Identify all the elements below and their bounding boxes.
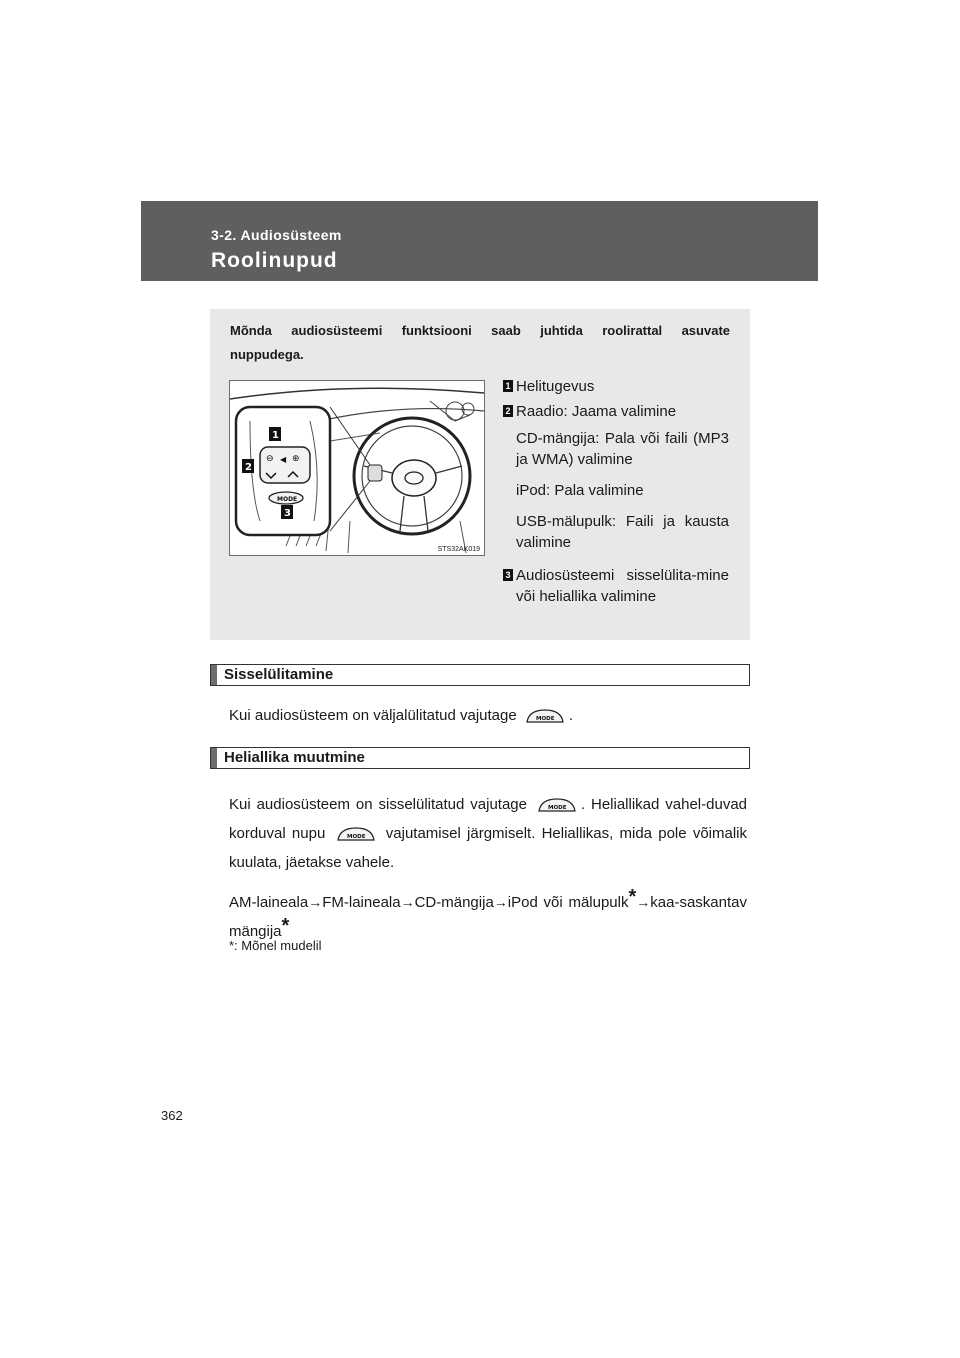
paragraph-text: . bbox=[568, 707, 574, 724]
callout-subline: USB-mälupulk: Faili ja kausta valimine bbox=[516, 513, 729, 551]
change-source-paragraph bbox=[229, 790, 747, 877]
heading-tab bbox=[211, 665, 217, 685]
steering-wheel-illustration bbox=[229, 380, 485, 556]
power-on-paragraph bbox=[229, 701, 747, 730]
callout-number-box: 2 bbox=[503, 405, 513, 417]
chapter-header bbox=[141, 201, 818, 281]
callout-subline: iPod: Pala valimine bbox=[516, 482, 644, 499]
callout-line: Raadio: Jaama valimine bbox=[516, 403, 677, 420]
callout-1 bbox=[503, 376, 729, 397]
figure-code: STS32AK019 bbox=[437, 546, 480, 553]
footnote-star: * bbox=[628, 886, 637, 908]
svg-text:2: 2 bbox=[245, 462, 252, 473]
paragraph-text: Kui audiosüsteem on sisselülitatud vajutage bbox=[229, 796, 527, 813]
callout-list bbox=[503, 376, 729, 607]
source-item: AM-laineala bbox=[229, 894, 309, 911]
arrow-icon: → bbox=[308, 894, 323, 910]
callout-number-box: 1 bbox=[503, 380, 513, 392]
arrow-icon: → bbox=[400, 894, 415, 910]
svg-text:⊕: ⊕ bbox=[292, 454, 300, 464]
svg-text:MODE: MODE bbox=[277, 496, 298, 503]
footnote-star: * bbox=[281, 915, 290, 937]
callout-line: Audiosüsteemi sisselülita-mine või heliallika valimine bbox=[516, 567, 729, 605]
source-item: FM-laineala bbox=[322, 894, 401, 911]
section-heading-label: Heliallika muutmine bbox=[224, 749, 365, 766]
page-title: Roolinupud bbox=[211, 249, 338, 272]
paragraph-text: Kui audiosüsteem on väljalülitatud vajutage bbox=[229, 707, 517, 724]
svg-text:MODE: MODE bbox=[547, 805, 567, 812]
source-item: iPod või mälupulk bbox=[507, 894, 629, 911]
callout-number-box: 3 bbox=[503, 569, 513, 581]
section-heading-power-on bbox=[210, 664, 750, 686]
svg-text:1: 1 bbox=[272, 430, 279, 441]
section-number: 3-2. Audiosüsteem bbox=[211, 227, 342, 243]
source-item: kaa-saskantav mängija bbox=[229, 894, 747, 940]
intro-text: Mõnda audiosüsteemi funktsiooni saab juhtida roolirattal asuvate nuppudega. bbox=[230, 323, 730, 362]
svg-text:⊖: ⊖ bbox=[266, 454, 274, 464]
source-item: CD-mängija bbox=[414, 894, 494, 911]
svg-text:MODE: MODE bbox=[535, 716, 555, 723]
callout-line: Helitugevus bbox=[516, 378, 595, 395]
paragraph-text: vajutamisel järgmiselt. Heliallikas, mida pole võimalik kuulata, jäetakse vahele. bbox=[229, 825, 748, 871]
footnote: *: Mõnel mudelil bbox=[229, 938, 322, 953]
arrow-icon: → bbox=[493, 894, 508, 910]
mode-button-icon bbox=[537, 795, 577, 815]
heading-tab bbox=[211, 748, 217, 768]
callout-subline: CD-mängija: Pala või faili (MP3 ja WMA) valimine bbox=[516, 430, 729, 468]
callout-2 bbox=[503, 401, 729, 422]
mode-button-icon bbox=[525, 706, 565, 726]
intro-box bbox=[210, 309, 750, 640]
mode-button-icon bbox=[336, 824, 376, 844]
svg-text:◀: ◀ bbox=[280, 455, 287, 464]
callout-3 bbox=[503, 565, 729, 607]
svg-text:MODE: MODE bbox=[346, 834, 366, 841]
steering-wheel-drawing bbox=[230, 381, 484, 555]
svg-text:3: 3 bbox=[284, 508, 291, 519]
section-heading-change-source bbox=[210, 747, 750, 769]
arrow-icon: → bbox=[636, 894, 651, 910]
page-number: 362 bbox=[161, 1108, 183, 1123]
paragraph-text: . Heliallikad vahel-duvad korduval nupu bbox=[229, 796, 748, 842]
section-heading-label: Sisselülitamine bbox=[224, 666, 334, 683]
